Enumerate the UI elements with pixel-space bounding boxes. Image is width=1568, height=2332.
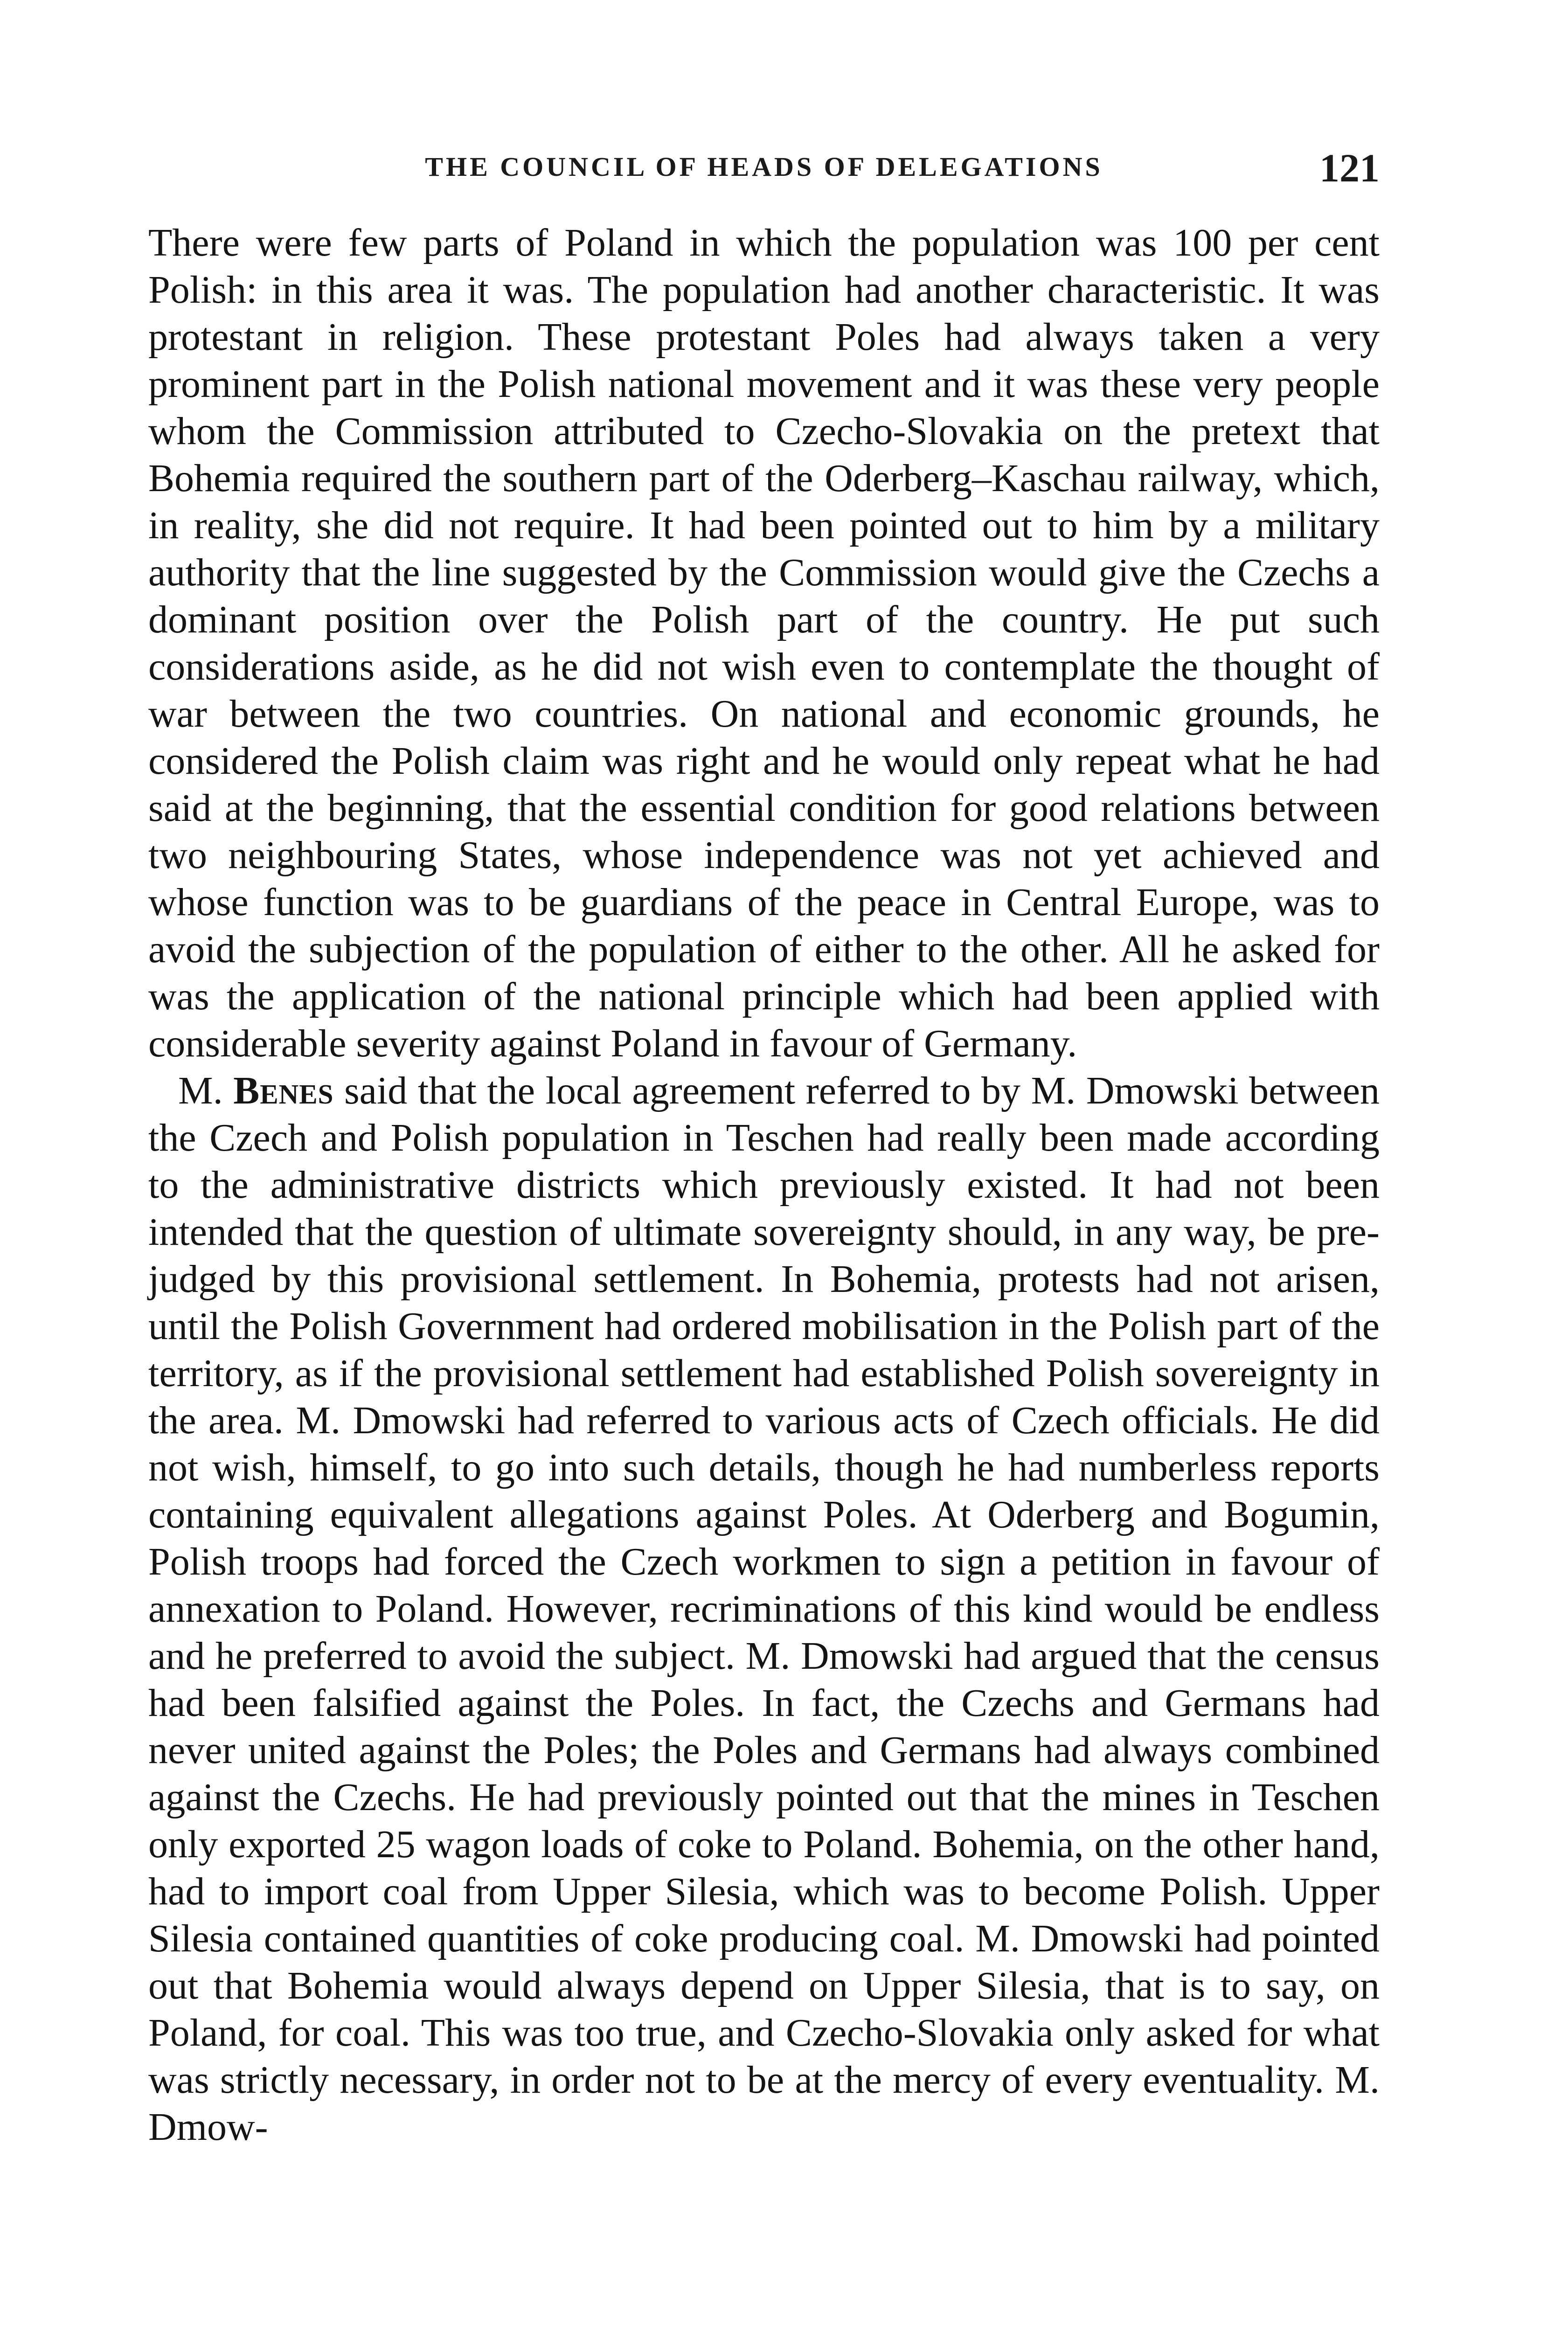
running-head-title: THE COUNCIL OF HEADS OF DELEGATIONS [425, 152, 1103, 182]
paragraph-benes-reply [148, 1067, 1380, 2151]
page-header [148, 145, 1380, 196]
speaker-name: Benes [233, 1069, 334, 1112]
paragraph-dmowski-continuation: There were few parts of Poland in which the population was 100 per cent Polish: in this area it was. The population had another characteristic. It was protestant in religion. These protestant Poles had always taken a very prominent part in the Polish national movement and it was these very people whom the Commission attributed to Czecho-Slovakia on the pretext that Bohemia required the southern part of the Oderberg–Kaschau railway, which, in reality, she did not require. It had been pointed out to him by a military authority that the line suggested by the Commission would give the Czechs a dominant position over the Polish part of the country. He put such considerations aside, as he did not wish even to contemplate the thought of war between the two countries. On national and economic grounds, he considered the Polish claim was right and he would only repeat what he had said at the beginning, that the essential condition for good relations between two neighbouring States, whose independence was not yet achieved and whose function was to be guardians of the peace in Central Europe, was to avoid the subjection of the population of either to the other. All he asked for was the application of the national principle which had been applied with considerable severity against Poland in favour of Germany. [148, 221, 1380, 1065]
speaker-prefix: M. [178, 1069, 234, 1112]
body-text [148, 219, 1380, 2151]
paragraph-body: said that the local agreement referred to by M. Dmowski between the Czech and Polish population in Teschen had really been made according to the administrative districts which previously existed. It had not been intended that the question of ultimate sovereignty should, in any way, be pre-judged by this provisional settlement. In Bohemia, protests had not arisen, until the Polish Government had ordered mobilisation in the Polish part of the territory, as if the provisional settlement had established Polish sovereignty in the area. M. Dmowski had referred to various acts of Czech officials. He did not wish, himself, to go into such details, though he had numberless reports containing equivalent allegations against Poles. At Oderberg and Bogumin, Polish troops had forced the Czech workmen to sign a petition in favour of annexation to Poland. However, recriminations of this kind would be endless and he preferred to avoid the subject. M. Dmowski had argued that the census had been falsified against the Poles. In fact, the Czechs and Germans had never united against the Poles; the Poles and Germans had always combined against the Czechs. He had previously pointed out that the mines in Teschen only exported 25 wagon loads of coke to Poland. Bohemia, on the other hand, had to import coal from Upper Silesia, which was to become Polish. Upper Silesia contained quantities of coke producing coal. M. Dmowski had pointed out that Bohemia would always depend on Upper Silesia, that is to say, on Poland, for coal. This was too true, and Czecho-Slovakia only asked for what was strictly necessary, in order not to be at the mercy of every eventuality. M. Dmow- [148, 1069, 1380, 2149]
page-number: 121 [1319, 146, 1380, 190]
